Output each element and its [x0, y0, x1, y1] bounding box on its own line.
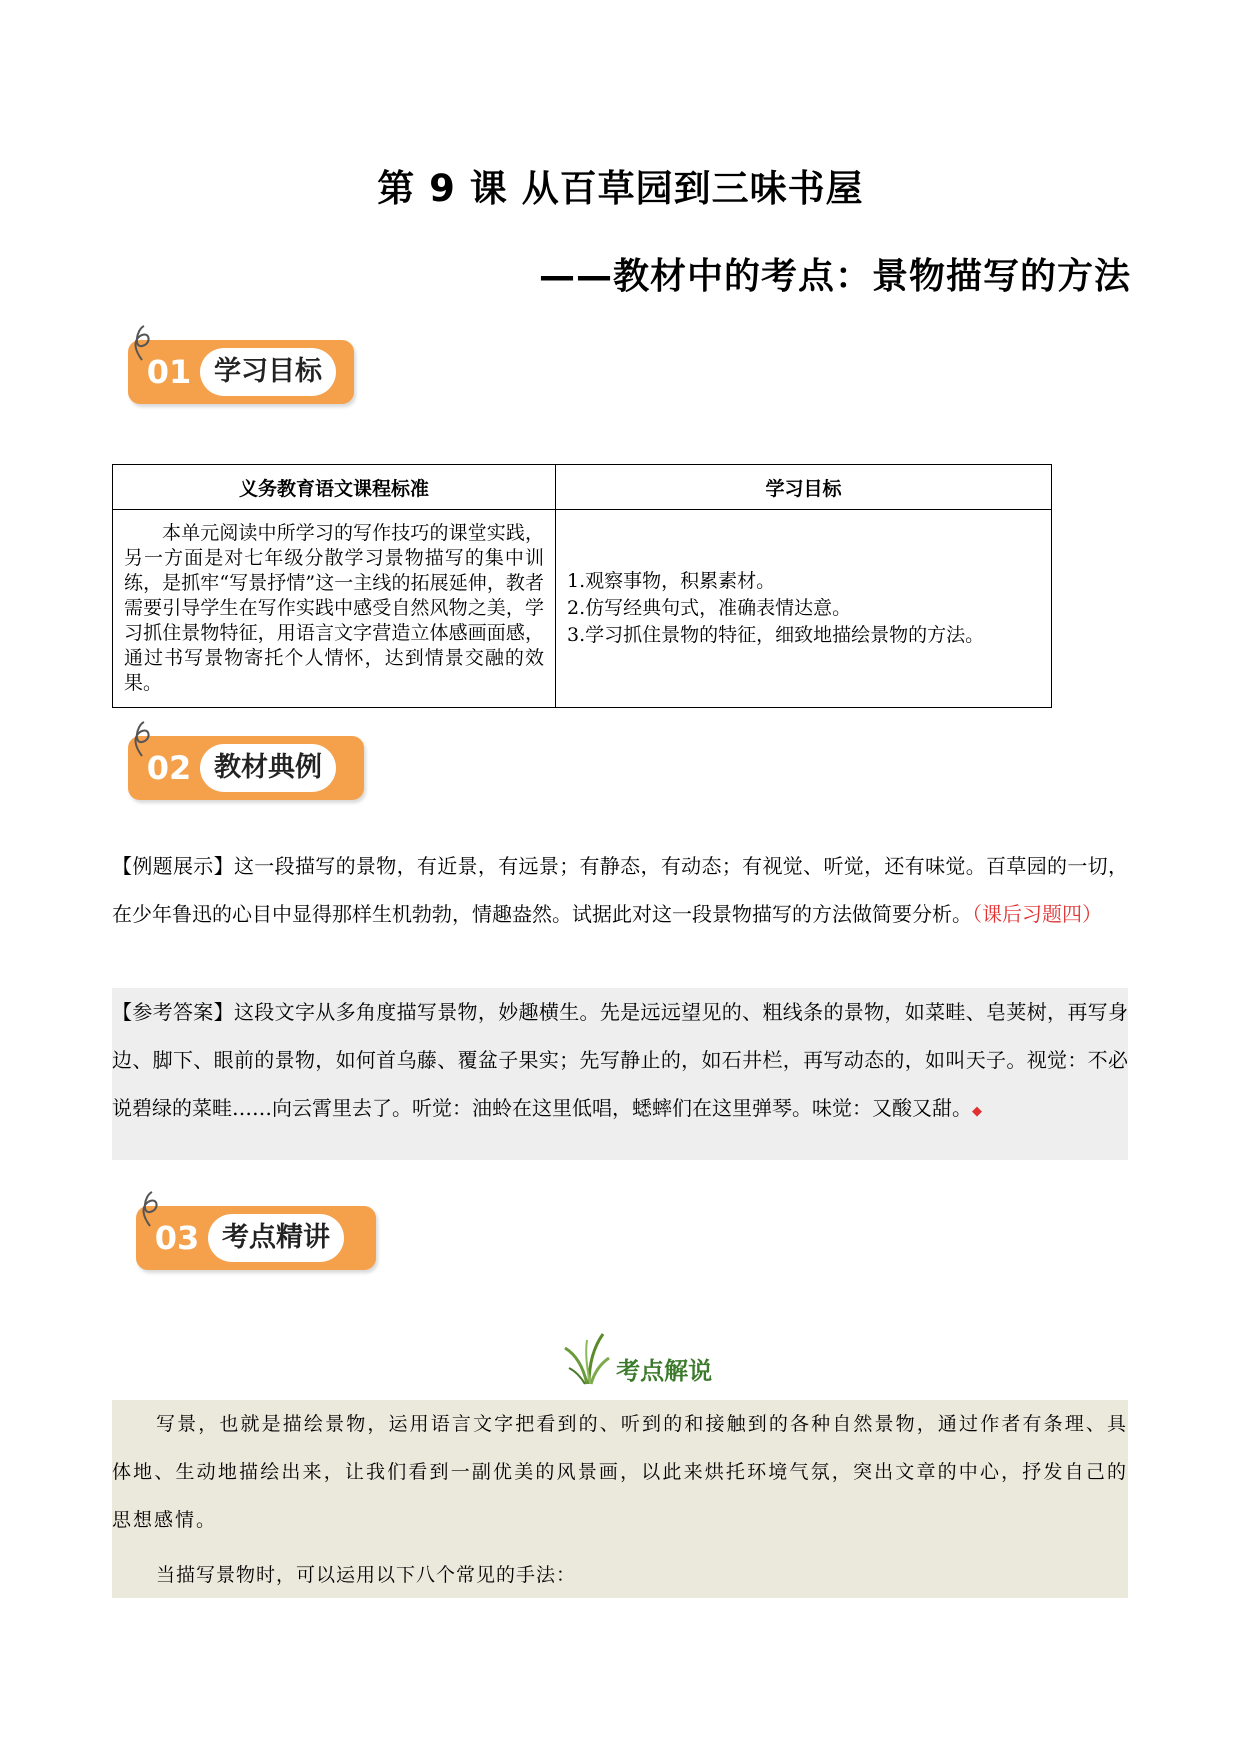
section-number: 03: [154, 1219, 200, 1257]
table-header-goals: 学习目标: [556, 465, 1052, 510]
section-badge-01: [128, 322, 368, 390]
section-label: 考点精讲: [208, 1214, 344, 1262]
methods-intro: [112, 1552, 1128, 1598]
section-number: 02: [146, 749, 192, 787]
page-title: 第 9 课 从百草园到三味书屋: [377, 167, 864, 210]
grass-icon: [563, 1330, 611, 1386]
answer-end-mark: ◆: [972, 1104, 982, 1119]
section-number: 01: [146, 353, 192, 391]
answer-label: 【参考答案】: [112, 1000, 234, 1024]
answer-paragraph: [112, 988, 1128, 1160]
standard-cell: 本单元阅读中所学习的写作技巧的课堂实践，另一方面是对七年级分散学习景物描写的集中训练，是抓牢“写景抒情”这一主线的拓展延伸，教者需要引导学生在写作实践中感受自然风物之美，学习抓住景物特征，用语言文字营造立体感画面感，通过书写景物寄托个人情怀，达到情景交融的效果。: [113, 510, 556, 708]
page-subtitle: ——教材中的考点：景物描写的方法: [538, 256, 1131, 297]
table-header-standard: 义务教育语文课程标准: [113, 465, 556, 510]
explain-heading-text: 考点解说: [616, 1357, 713, 1385]
example-label: 【例题展示】: [112, 854, 234, 878]
goals-cell: [556, 510, 1052, 708]
section-label: 学习目标: [200, 348, 336, 396]
explain-paragraph: [112, 1400, 1128, 1576]
section-badge-03: [136, 1188, 386, 1256]
explain-heading: [563, 1330, 712, 1386]
goal-item: 1.观察事物，积累素材。: [567, 570, 776, 592]
answer-text: 这段文字从多角度描写景物，妙趣横生。先是远远望见的、粗线条的景物，如菜畦、皂荚树，再写身边、脚下、眼前的景物，如何首乌藤、覆盆子果实；先写静止的，如石井栏，再写动态的，如叫天子。视觉：不必说碧绿的菜畦……向云霄里去了。听觉：油蛉在这里低唱，蟋蟀们在这里弹琴。味觉：又酸又甜。: [112, 1000, 1129, 1120]
example-paragraph: [112, 842, 1128, 938]
section-badge-02: [128, 718, 378, 786]
curriculum-table: [112, 464, 1052, 708]
goal-item: 2.仿写经典句式，准确表情达意。: [567, 597, 852, 619]
example-source: （课后习题四）: [972, 902, 1102, 926]
example-text: 这一段描写的景物，有近景，有远景；有静态，有动态；有视觉、听觉，还有味觉。百草园的一切，在少年鲁迅的心目中显得那样生机勃勃，情趣盎然。试据此对这一段景物描写的方法做简要分析。: [112, 854, 1129, 926]
section-label: 教材典例: [200, 744, 336, 792]
methods-intro-text: 当描写景物时，可以运用以下八个常见的手法：: [156, 1564, 577, 1586]
goal-item: 3.学习抓住景物的特征，细致地描绘景物的方法。: [567, 624, 985, 646]
explain-text: 写景，也就是描绘景物，运用语言文字把看到的、听到的和接触到的各种自然景物，通过作者有条理、具体地、生动地描绘出来，让我们看到一副优美的风景画，以此来烘托环境气氛，突出文章的中心，抒发自己的思想感情。: [112, 1413, 1128, 1531]
